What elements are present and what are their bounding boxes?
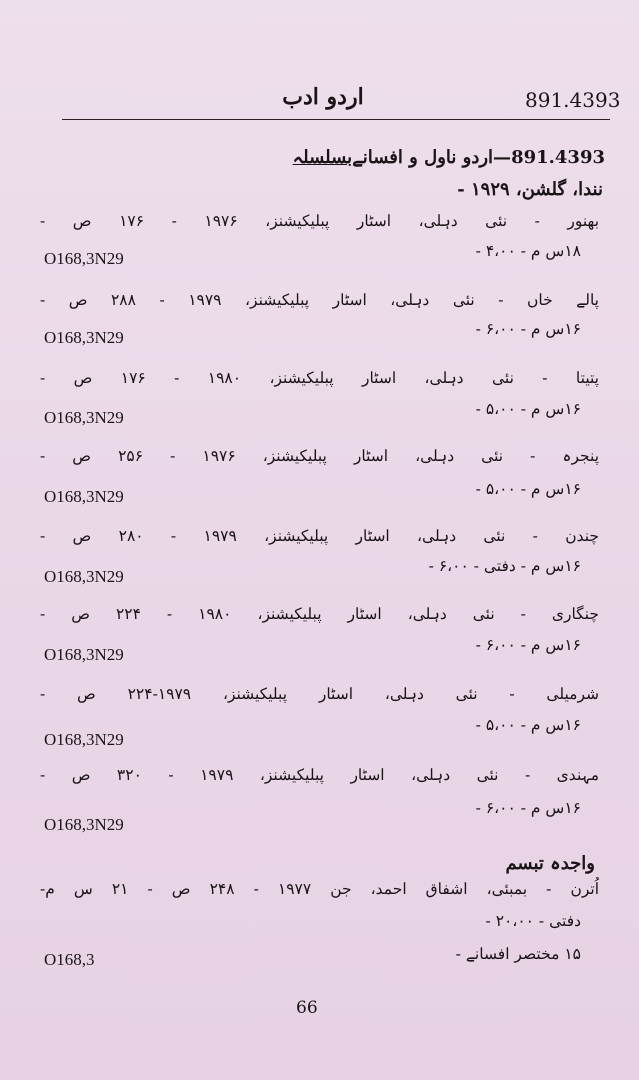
entry-1-call-number: O168,3N29 <box>44 249 124 268</box>
entry-8-call-number: O168,3N29 <box>44 815 124 834</box>
author-heading-1: نندا، گلشن، ۱۹۲۹ - <box>457 179 603 200</box>
entry-4-line-2: ۱۶س م - ۵،۰۰ - <box>475 480 581 498</box>
entry-3-line-1: پتیتا - نئی دہلی، اسٹار پبلیکیشنز، ۱۹۸۰ - ۱۷۶ ص - <box>40 369 599 387</box>
entry-9-line-2: دفتی - ۲۰،۰۰ - <box>485 912 581 930</box>
header-rule <box>62 119 610 120</box>
page-number: 66 <box>296 998 318 1018</box>
page-header-class-number: 891.4393 <box>525 88 621 112</box>
entry-5-call-number: O168,3N29 <box>44 567 124 586</box>
entry-6-line-2: ۱۶س م - ۶،۰۰ - <box>475 636 581 654</box>
entry-5-line-1: چندن - نئی دہلی، اسٹار پبلیکیشنز، ۱۹۷۹ - ۲۸۰ ص - <box>40 527 599 545</box>
entry-2-line-2: ۱۶س م - ۶،۰۰ - <box>475 320 581 338</box>
entry-3-call-number: O168,3N29 <box>44 408 124 427</box>
section-heading <box>293 147 605 168</box>
section-series: بسلسلہ <box>292 147 353 168</box>
section-class-number: 891.4393 <box>511 147 605 168</box>
entry-1-line-1: بھنور - نئی دہلی، اسٹار پبلیکیشنز، ۱۹۷۶ - ۱۷۶ ص - <box>40 212 600 230</box>
entry-8-line-2: ۱۶س م - ۶،۰۰ - <box>475 799 581 817</box>
entry-3-line-2: ۱۶س م - ۵،۰۰ - <box>475 400 581 418</box>
entry-7-call-number: O168,3N29 <box>44 730 124 749</box>
entry-7-line-2: ۱۶س م - ۵،۰۰ - <box>475 716 581 734</box>
entry-4-call-number: O168,3N29 <box>44 487 124 506</box>
entry-9-line-1: اُترن - بمبئی، اشفاق احمد، جن ۱۹۷۷ - ۲۴۸ ص - ۲۱ س م- <box>40 880 599 898</box>
entry-6-line-1: چنگاری - نئی دہلی، اسٹار پبلیکیشنز، ۱۹۸۰ - ۲۲۴ ص - <box>40 605 599 623</box>
entry-9-line-3: ۱۵ مختصر افسانے - <box>455 945 581 963</box>
entry-9-call-number: O168,3 <box>44 950 95 969</box>
entry-6-call-number: O168,3N29 <box>44 645 124 664</box>
entry-5-line-2: ۱۶س م - دفتی - ۶،۰۰ - <box>428 557 581 575</box>
entry-8-line-1: مہندی - نئی دہلی، اسٹار پبلیکیشنز، ۱۹۷۹ - ۳۲۰ ص - <box>40 766 600 784</box>
entry-7-line-1: شرمیلی - نئی دہلی، اسٹار پبلیکیشنز، ۱۹۷۹-۲۲۴ ص - <box>40 685 599 703</box>
entry-2-call-number: O168,3N29 <box>44 328 124 347</box>
entry-4-line-1: پنجرہ - نئی دہلی، اسٹار پبلیکیشنز، ۱۹۷۶ - ۲۵۶ ص - <box>40 447 600 465</box>
author-heading-2: واجدہ تبسم <box>505 853 595 874</box>
entry-1-line-2: ۱۸س م - ۴،۰۰ - <box>475 242 581 260</box>
page-header-title: اردو ادب <box>282 84 364 110</box>
entry-2-line-1: پالے خاں - نئی دہلی، اسٹار پبلیکیشنز، ۱۹۷۹ - ۲۸۸ ص - <box>40 291 599 309</box>
section-title: —اردو ناول و افسانے <box>352 147 512 168</box>
